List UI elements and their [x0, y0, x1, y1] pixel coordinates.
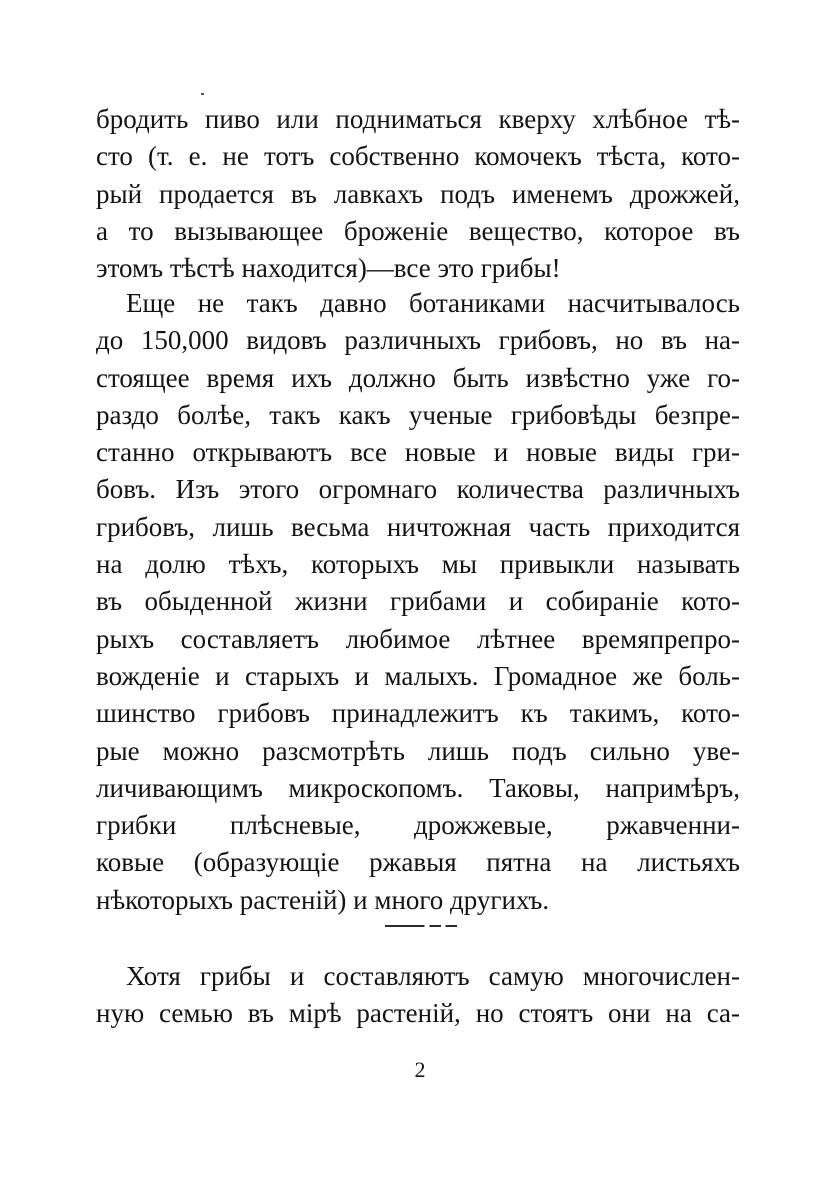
text-line: раздо болѣе, такъ какъ ученые грибовѣды безпре- — [96, 399, 740, 430]
text-line: станно открываютъ все новые и новые виды гри- — [96, 437, 740, 468]
text-line: а то вызывающее броженіе вещество, которое въ — [96, 215, 740, 246]
text-line: рые можно разсмотрѣть лишь подъ сильно уве- — [96, 735, 740, 766]
text-line: грибовъ, лишь весьма ничтожная часть приходится — [96, 511, 740, 542]
text-line: рый продается въ лавкахъ подъ именемъ дрожжей, — [96, 178, 740, 209]
text-line: ную семью въ мірѣ растеній, но стоятъ они на са- — [96, 998, 740, 1029]
text-line: въ обыденной жизни грибами и собираніе кото- — [96, 586, 740, 617]
text-line: вожденіе и старыхъ и малыхъ. Громадное же боль- — [96, 660, 740, 691]
text-line: Хотя грибы и составляютъ самую многочислен- — [126, 961, 740, 991]
text-line: бродить пиво или подниматься кверху хлѣбное тѣ- — [96, 104, 740, 134]
page-number: 2 — [414, 1057, 426, 1082]
text-line: Еще не такъ давно ботаниками насчитывалось — [126, 288, 740, 318]
text-line: грибки плѣсневые, дрожжевые, ржавченни- — [96, 810, 740, 841]
text-line: этомъ тѣстѣ находится)—все это грибы! — [96, 253, 561, 284]
text-line: личивающимъ микроскопомъ. Таковы, напримѣръ, — [96, 772, 740, 803]
paragraph-new-section — [96, 958, 740, 1033]
text-line: рыхъ составляетъ любимое лѣтнее времяпрепро- — [96, 623, 740, 654]
paragraph-species-count — [96, 285, 740, 919]
text-line: бовъ. Изъ этого огромнаго количества различныхъ — [96, 474, 740, 505]
text-line: до 150,000 видовъ различныхъ грибовъ, но въ на- — [96, 325, 740, 356]
section-separator — [385, 925, 457, 927]
paragraph-continued — [96, 101, 740, 287]
text-line: на долю тѣхъ, которыхъ мы привыкли называть — [96, 549, 740, 580]
text-line: ковые (образующіе ржавыя пятна на листьяхъ — [96, 847, 740, 878]
text-line: сто (т. е. не тотъ собственно комочекъ тѣста, кото- — [96, 141, 740, 172]
text-line: нѣкоторыхъ растеній) и много другихъ. — [96, 884, 550, 915]
text-line: стоящее время ихъ должно быть извѣстно уже го- — [96, 362, 740, 393]
text-line: шинство грибовъ принадлежитъ къ такимъ, кото- — [96, 698, 740, 729]
print-speck — [201, 93, 204, 95]
